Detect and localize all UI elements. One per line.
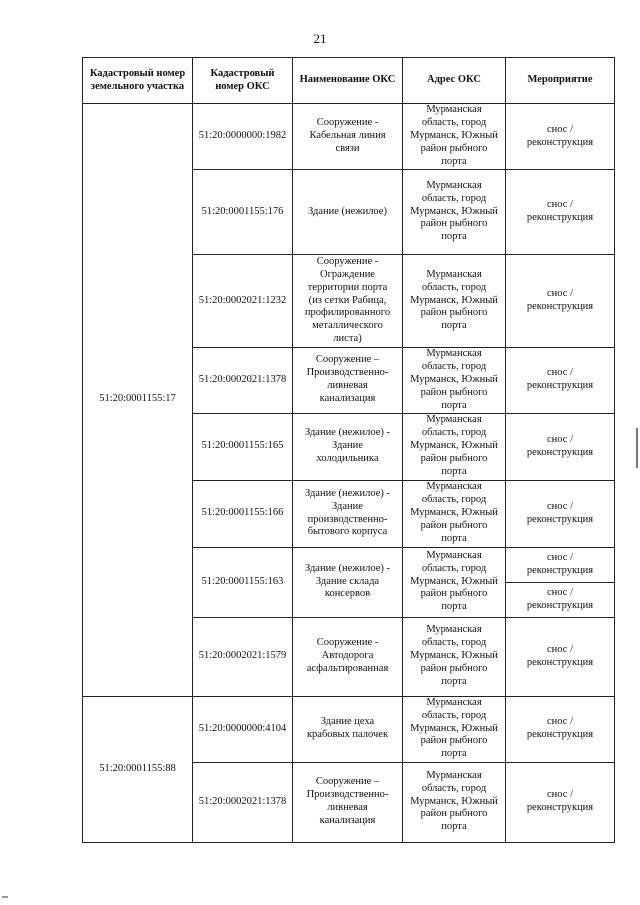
land-cadastral-cell: 51:20:0001155:88 [83,696,193,842]
measure-cell: снос / реконструкция [506,348,615,414]
scan-edge-mark [636,428,638,468]
oks-name-cell: Сооружение - Автодорога асфальтированная [293,617,403,696]
measure-cell: снос / реконструкция [506,696,615,762]
oks-address-cell: Мурманская область, город Мурманск, Южный район рыбного порта [403,255,506,348]
page-number: 21 [313,31,327,46]
oks-table [82,57,615,843]
oks-address-cell: Мурманская область, город Мурманск, Южный район рыбного порта [403,413,506,480]
oks-cadastral-cell: 51:20:0002021:1579 [193,617,293,696]
measure-cell: снос / реконструкция [506,255,615,348]
land-cadastral-cell: 51:20:0001155:17 [83,104,193,697]
measure-cell: снос / реконструкция [506,547,615,582]
measure-cell: снос / реконструкция [506,617,615,696]
oks-address-cell: Мурманская область, город Мурманск, Южный район рыбного порта [403,547,506,617]
measure-cell: снос / реконструкция [506,413,615,480]
header-measure: Мероприятие [506,58,615,104]
oks-name-cell: Сооружение - Кабельная линия связи [293,104,403,170]
oks-cadastral-cell: 51:20:0002021:1378 [193,762,293,842]
oks-name-cell: Здание (нежилое) - Здание производственно- бытового корпуса [293,480,403,547]
oks-name-cell: Здание (нежилое) [293,170,403,255]
oks-cadastral-cell: 51:20:0002021:1232 [193,255,293,348]
oks-name-cell: Здание цеха крабовых палочек [293,696,403,762]
oks-address-cell: Мурманская область, город Мурманск, Южный район рыбного порта [403,762,506,842]
measure-cell: снос / реконструкция [506,762,615,842]
oks-address-cell: Мурманская область, город Мурманск, Южный район рыбного порта [403,348,506,414]
measure-cell: снос / реконструкция [506,582,615,617]
table-row [83,104,615,170]
header-land-cadastral: Кадастровый номер земельного участка [83,58,193,104]
table-row [83,696,615,762]
oks-cadastral-cell: 51:20:0001155:165 [193,413,293,480]
measure-cell: снос / реконструкция [506,170,615,255]
oks-cadastral-cell: 51:20:0001155:163 [193,547,293,617]
oks-address-cell: Мурманская область, город Мурманск, Южный район рыбного порта [403,104,506,170]
oks-cadastral-cell: 51:20:0001155:166 [193,480,293,547]
oks-address-cell: Мурманская область, город Мурманск, Южный район рыбного порта [403,480,506,547]
oks-name-cell: Сооружение - Ограждение территории порта (из сетки Рабица, профилированного металлического листа) [293,255,403,348]
oks-cadastral-cell: 51:20:0000000:4104 [193,696,293,762]
oks-name-cell: Сооружение – Производственно- ливневая канализация [293,348,403,414]
measure-cell: снос / реконструкция [506,104,615,170]
scan-corner-mark [2,896,8,898]
header-oks-cadastral: Кадастровый номер ОКС [193,58,293,104]
oks-address-cell: Мурманская область, город Мурманск, Южный район рыбного порта [403,617,506,696]
oks-address-cell: Мурманская область, город Мурманск, Южный район рыбного порта [403,696,506,762]
oks-cadastral-cell: 51:20:0000000:1982 [193,104,293,170]
header-oks-address: Адрес ОКС [403,58,506,104]
oks-address-cell: Мурманская область, город Мурманск, Южный район рыбного порта [403,170,506,255]
oks-name-cell: Здание (нежилое) - Здание холодильника [293,413,403,480]
measure-cell: снос / реконструкция [506,480,615,547]
header-oks-name: Наименование ОКС [293,58,403,104]
oks-name-cell: Сооружение – Производственно- ливневая канализация [293,762,403,842]
oks-name-cell: Здание (нежилое) - Здание склада консервов [293,547,403,617]
table-header-row [83,58,615,104]
oks-cadastral-cell: 51:20:0002021:1378 [193,348,293,414]
oks-cadastral-cell: 51:20:0001155:176 [193,170,293,255]
